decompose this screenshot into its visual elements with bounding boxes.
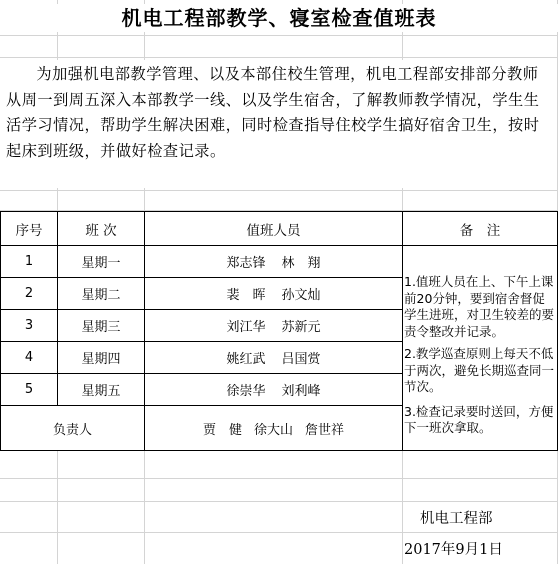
row-staff xyxy=(145,310,403,342)
staff-name: 孙文灿 xyxy=(281,288,321,303)
staff-name: 姚红武 xyxy=(226,352,266,367)
staff-name: 苏新元 xyxy=(281,320,321,335)
responsible-label: 负责人 xyxy=(1,406,145,451)
intro-paragraph: 为加强机电部教学管理、以及本部住校生管理，机电工程部安排部分教师从周一到周五深入本部教学一线、以及学生宿舍，了解教师教学情况，学生生活学习情况，帮助学生解决困难，同时检查指导住校学生搞好宿舍卫生，按时起床到班级，并做好检查记录。 xyxy=(2,60,554,188)
header-shift: 班 次 xyxy=(58,212,145,246)
staff-name: 郑志锋 xyxy=(226,256,266,271)
note-item: 2.教学巡查原则上每天不低于两次，避免长期巡查同一节次。 xyxy=(404,346,555,394)
grid-line xyxy=(0,35,558,36)
note-item: 3.检查记录要时送回，方便下一班次拿取。 xyxy=(404,403,554,435)
table-header-row xyxy=(1,212,558,246)
staff-name: 刘江华 xyxy=(226,320,266,335)
grid-line xyxy=(0,478,558,479)
header-staff: 值班人员 xyxy=(145,212,403,246)
grid-line xyxy=(0,501,558,502)
row-no: 4 xyxy=(1,342,58,374)
row-staff xyxy=(145,246,403,278)
row-staff xyxy=(145,342,403,374)
page-title: 机电工程部教学、寝室检查值班表 xyxy=(0,4,558,32)
responsible-name: 贾 健 xyxy=(202,422,242,438)
staff-name: 徐崇华 xyxy=(226,384,266,399)
staff-name: 裴 晖 xyxy=(226,288,266,303)
responsible-name: 詹世祥 xyxy=(305,422,345,438)
row-shift: 星期三 xyxy=(58,310,145,342)
header-notes: 备 注 xyxy=(403,212,558,246)
staff-name: 刘利峰 xyxy=(281,384,321,399)
staff-name: 林 翔 xyxy=(281,256,321,271)
table-row xyxy=(1,246,558,278)
row-no: 2 xyxy=(1,278,58,310)
row-no: 1 xyxy=(1,246,58,278)
row-shift: 星期二 xyxy=(58,278,145,310)
staff-name: 吕国赏 xyxy=(281,352,321,367)
row-shift: 星期五 xyxy=(58,374,145,406)
header-no: 序号 xyxy=(1,212,58,246)
row-staff xyxy=(145,374,403,406)
row-no: 3 xyxy=(1,310,58,342)
row-shift: 星期一 xyxy=(58,246,145,278)
grid-line xyxy=(0,190,558,191)
duty-table xyxy=(0,211,558,451)
row-staff xyxy=(145,278,403,310)
notes-cell xyxy=(403,246,558,451)
row-no: 5 xyxy=(1,374,58,406)
responsible-names xyxy=(145,406,403,451)
grid-line xyxy=(0,57,558,58)
note-item: 1.值班人员在上、下午上课前20分钟，要到宿舍督促学生进班，对卫生较差的要责令整改并记录。 xyxy=(404,274,555,339)
responsible-name: 徐大山 xyxy=(253,422,293,438)
grid-line xyxy=(0,532,558,533)
row-shift: 星期四 xyxy=(58,342,145,374)
department-signature: 机电工程部 xyxy=(420,507,493,528)
date-stamp: 2017年9月1日 xyxy=(404,538,503,559)
